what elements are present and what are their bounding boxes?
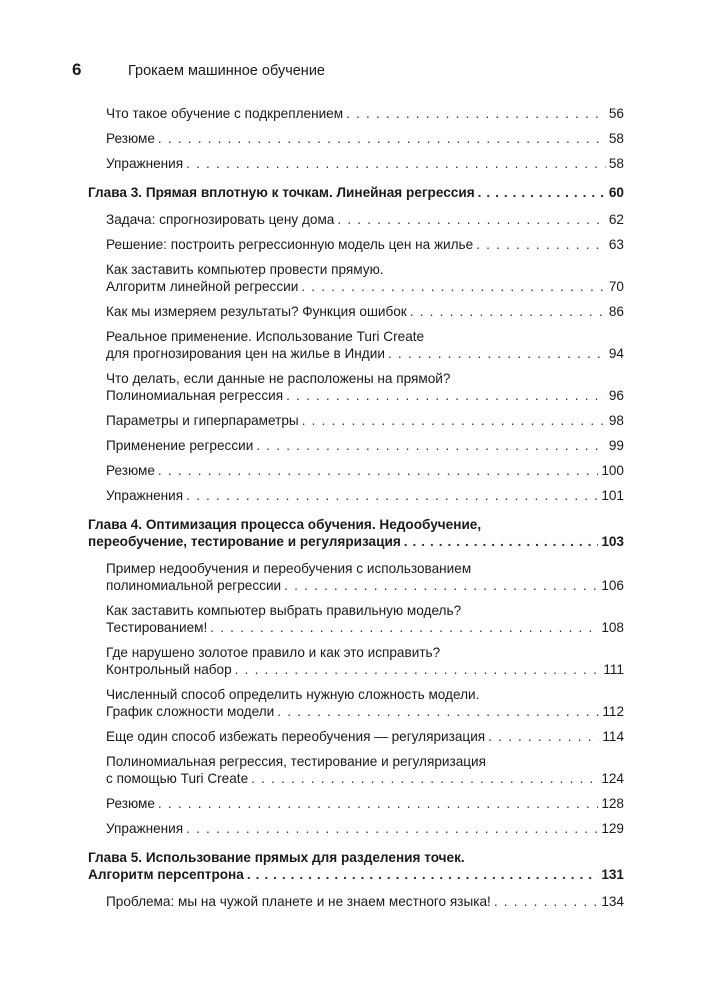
dot-leader [158, 462, 598, 479]
toc-entry-title-line: Параметры и гиперпараметры [106, 413, 299, 428]
toc-entry-title-line: Упражнения [106, 156, 184, 171]
toc-entry-title-line: Как заставить компьютер выбрать правильную модель? [106, 603, 462, 618]
toc-entry-title-line: Глава 5. Использование прямых для разделения точек. [88, 850, 465, 865]
toc-chapter-entry [88, 516, 624, 550]
toc-page-number: 103 [601, 534, 624, 549]
toc-section-entry [106, 437, 624, 454]
dot-leader [410, 303, 606, 320]
dot-leader [256, 437, 606, 454]
toc-page-number: 100 [601, 463, 624, 478]
toc-page-number: 70 [608, 279, 624, 294]
toc-page-number: 60 [608, 185, 624, 200]
toc-page-number: 111 [603, 662, 624, 677]
toc-entry-title-line: Что делать, если данные не расположены на прямой? [106, 371, 451, 386]
toc-section-entry [106, 487, 624, 504]
toc-section-entry [106, 412, 624, 429]
toc-page-number: 94 [608, 346, 624, 361]
toc-entry-title-line: Упражнения [106, 488, 184, 503]
dot-leader [404, 533, 599, 550]
dot-leader [302, 412, 606, 429]
toc-page-number: 112 [602, 704, 624, 719]
toc-entry-title-line: Численный способ определить нужную сложность модели. [106, 687, 480, 702]
dot-leader [488, 728, 599, 745]
toc-page-number: 86 [608, 304, 624, 319]
toc-page-number: 62 [608, 212, 624, 227]
dot-leader [158, 795, 598, 812]
book-title: Грокаем машинное обучение [128, 63, 325, 79]
toc-section-entry [106, 644, 624, 678]
toc-section-entry [106, 753, 624, 787]
toc-page-number: 106 [601, 578, 624, 593]
toc-entry-title-line: Глава 3. Прямая вплотную к точкам. Линейная регрессия [88, 185, 475, 200]
toc-section-entry [106, 370, 624, 404]
toc-entry-title-line: Полиномиальная регрессия, тестирование и регуляризация [106, 754, 487, 769]
toc-entry-title-line: Упражнения [106, 821, 184, 836]
toc-page-number: 131 [601, 867, 624, 882]
toc-entry-title-line: Решение: построить регрессионную модель цен на жилье [106, 237, 474, 252]
toc-page-number: 124 [601, 771, 624, 786]
toc-entry-title-line: переобучение, тестирование и регуляризация [88, 534, 401, 549]
toc-entry-title-line: Как мы измеряем результаты? Функция ошибок [106, 304, 407, 319]
toc-entry-title-line: Глава 4. Оптимизация процесса обучения. Недообучение, [88, 517, 482, 532]
toc-section-entry [106, 820, 624, 837]
dot-leader [186, 820, 598, 837]
dot-leader [337, 211, 606, 228]
toc-entry-title-line: для прогнозирования цен на жилье в Индии [106, 346, 385, 361]
toc-page-number: 99 [608, 438, 624, 453]
toc-page-number: 58 [608, 131, 624, 146]
running-head [72, 60, 325, 80]
toc-page-number: 114 [602, 729, 624, 744]
toc-section-entry [106, 728, 624, 745]
dot-leader [277, 703, 599, 720]
dot-leader [284, 577, 598, 594]
toc-entry-title-line: Проблема: мы на чужой планете и не знаем местного языка! [106, 894, 491, 909]
toc-entry-title-line: полиномиальной регрессии [106, 578, 282, 593]
toc-entry-title-line: Контрольный набор [106, 662, 232, 677]
dot-leader [286, 387, 606, 404]
toc-chapter-entry [88, 849, 624, 883]
dot-leader [494, 893, 598, 910]
dot-leader [346, 105, 606, 122]
toc-entry-title-line: Резюме [106, 796, 155, 811]
toc-entry-title-line: Полиномиальная регрессия [106, 388, 284, 403]
toc-section-entry [106, 105, 624, 122]
dot-leader [210, 619, 598, 636]
toc-page-number: 134 [601, 894, 624, 909]
dot-leader [388, 345, 606, 362]
dot-leader [186, 487, 598, 504]
dot-leader [186, 155, 606, 172]
toc-entry-title-line: Резюме [106, 131, 155, 146]
toc-entry-title-line: Еще один способ избежать переобучения — регуляризация [106, 729, 486, 744]
dot-leader [251, 770, 598, 787]
toc-page-number: 96 [608, 388, 624, 403]
toc-entry-title-line: Как заставить компьютер провести прямую. [106, 262, 384, 277]
dot-leader [158, 130, 606, 147]
toc-entry-title-line: Реальное применение. Использование Turi Create [106, 329, 425, 344]
toc-entry-title-line: Тестированием! [106, 620, 208, 635]
toc-entry-title-line: Где нарушено золотое правило и как это исправить? [106, 645, 441, 660]
toc-section-entry [106, 686, 624, 720]
toc-section-entry [106, 155, 624, 172]
toc-section-entry [106, 236, 624, 253]
toc-chapter-entry [88, 184, 624, 201]
toc-page-number: 58 [608, 156, 624, 171]
toc-page-number: 63 [608, 237, 624, 252]
toc-section-entry [106, 303, 624, 320]
dot-leader [235, 661, 601, 678]
toc-page-number: 108 [601, 620, 624, 635]
toc-entry-title-line: График сложности модели [106, 704, 275, 719]
toc-section-entry [106, 893, 624, 910]
dot-leader [301, 278, 606, 295]
toc-entry-title-line: с помощью Turi Create [106, 771, 249, 786]
dot-leader [247, 866, 598, 883]
toc-entry-title-line: Что такое обучение с подкреплением [106, 106, 344, 121]
toc-entry-title-line: Алгоритм персептрона [88, 867, 244, 882]
dot-leader [476, 236, 606, 253]
toc-section-entry [106, 602, 624, 636]
toc-entry-title-line: Применение регрессии [106, 438, 254, 453]
toc-section-entry [106, 211, 624, 228]
toc-entry-title-line: Задача: спрогнозировать цену дома [106, 212, 335, 227]
toc-page-number: 101 [601, 488, 624, 503]
dot-leader [478, 184, 606, 201]
toc-page-number: 129 [601, 821, 624, 836]
page-number: 6 [72, 60, 82, 79]
toc-section-entry [106, 130, 624, 147]
toc-page-number: 128 [601, 796, 624, 811]
toc-entry-title-line: Пример недообучения и переобучения с использованием [106, 561, 472, 576]
toc-section-entry [106, 328, 624, 362]
toc-section-entry [106, 462, 624, 479]
toc-page-number: 56 [608, 106, 624, 121]
toc-section-entry [106, 560, 624, 594]
toc-section-entry [106, 795, 624, 812]
toc-entry-title-line: Алгоритм линейной регрессии [106, 279, 299, 294]
toc-section-entry [106, 261, 624, 295]
toc-page-number: 98 [608, 413, 624, 428]
toc-entry-title-line: Резюме [106, 463, 155, 478]
